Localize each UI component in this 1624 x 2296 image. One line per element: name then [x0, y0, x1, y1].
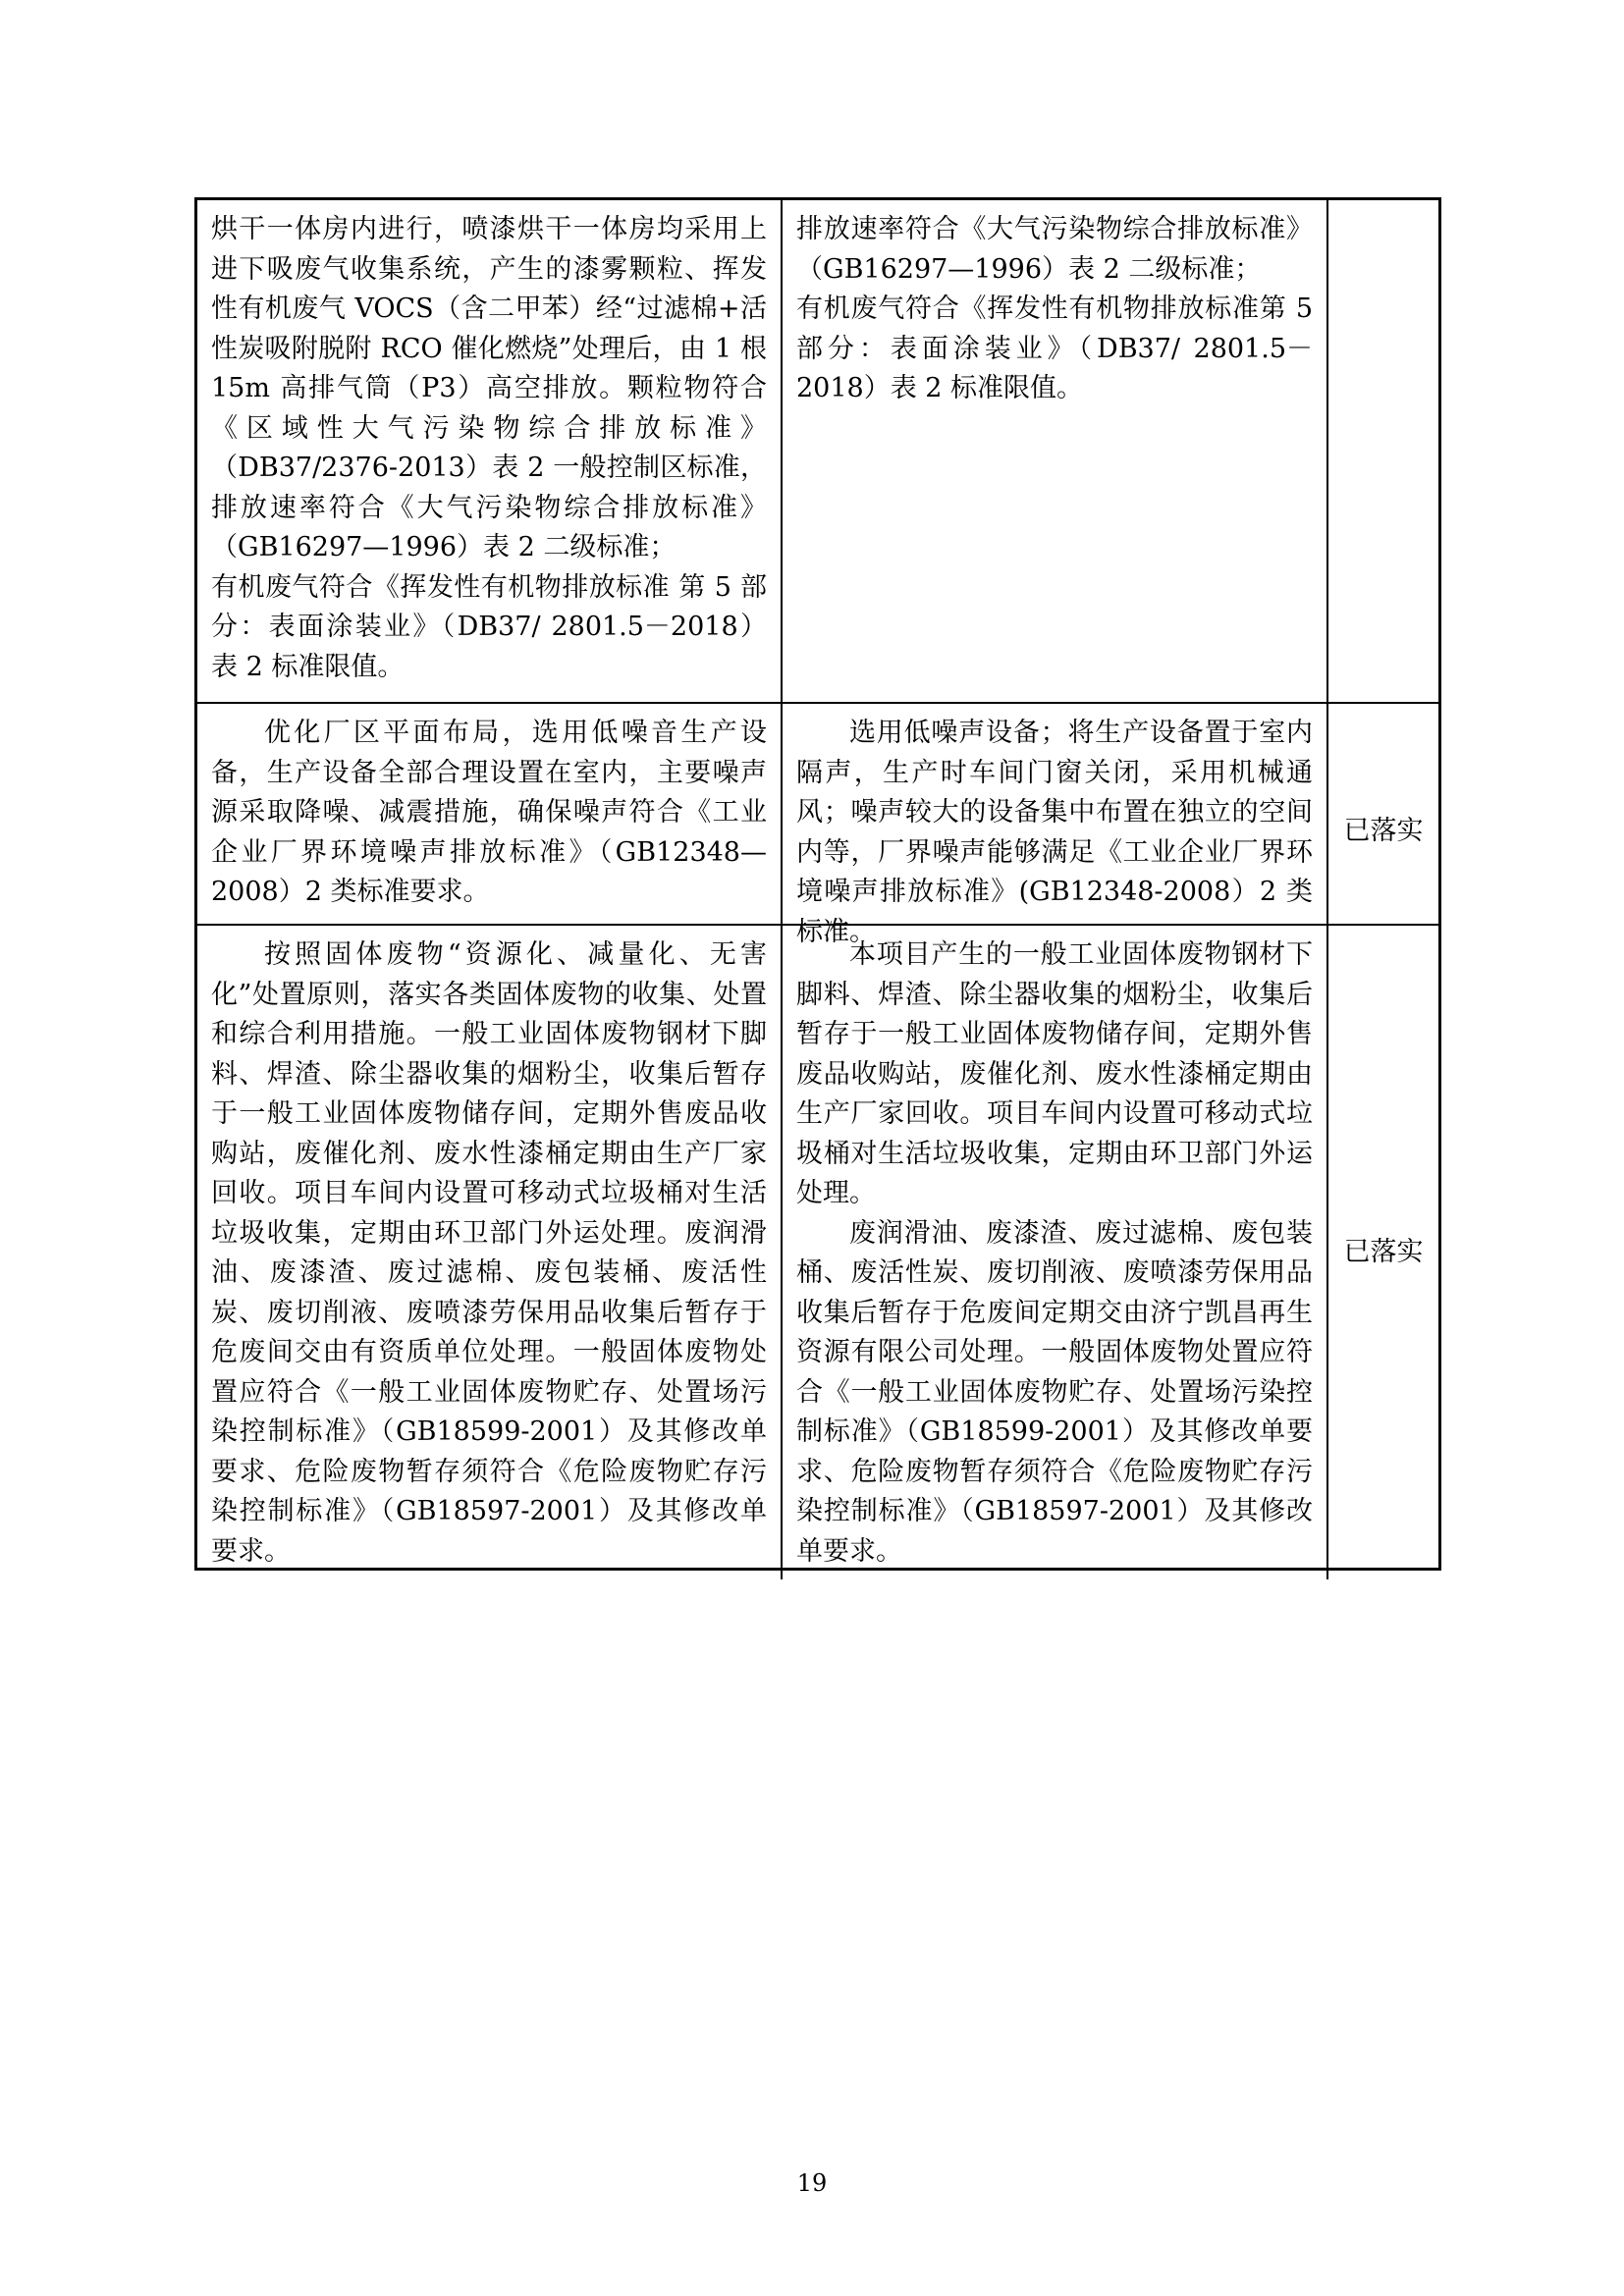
paragraph: 有机废气符合《挥发性有机物排放标准第 5 部分：表面涂装业》（DB37/ 2801.5－2018）表 2 标准限值。: [796, 294, 1313, 403]
paragraph: 按照固体废物“资源化、减量化、无害化”处置原则，落实各类固体废物的收集、处置和综合利用措施。一般工业固体废物钢材下脚料、焊渣、除尘器收集的烟粉尘，收集后暂存于一般工业固体废物储存间，定期外售废品收购站，废催化剂、废水性漆桶定期由生产厂家回收。项目车间内设置可移动式垃圾桶对生活垃圾收集，定期由环卫部门外运处理。废润滑油、废漆渣、废过滤棉、废包装桶、废活性炭、废切削液、废喷漆劳保用品收集后暂存于危废间交由有资质单位处理。一般固体废物处置应符合《一般工业固体废物贮存、处置场污染控制标准》（GB18599-2001）及其修改单要求、危险废物暂存须符合《危险废物贮存污染控制标准》（GB18597-2001）及其修改单要求。: [211, 939, 767, 1567]
requirement-cell: [197, 926, 781, 1579]
paragraph: 烘干一体房内进行，喷漆烘干一体房均采用上进下吸废气收集系统，产生的漆雾颗粒、挥发性有机废气 VOCS（含二甲苯）经“过滤棉+活性炭吸附脱附 RCO 催化燃烧”处理后，由 1 根 15m 高排气筒（P3）高空排放。颗粒物符合《区域性大气污染物综合排放标准》（DB37/2376-2013）表 2 一般控制区标准，排放速率符合《大气污染物综合排放标准》（GB16297—1996）表 2 二级标准；: [211, 214, 767, 562]
paragraph: 优化厂区平面布局，选用低噪音生产设备，生产设备全部合理设置在室内，主要噪声源采取降噪、减震措施，确保噪声符合《工业企业厂界环境噪声排放标准》（GB12348—2008）2 类标准要求。: [211, 718, 767, 907]
implementation-cell: [781, 704, 1326, 960]
requirement-cell: [197, 704, 781, 960]
status-cell: [1326, 704, 1438, 960]
paragraph: 选用低噪声设备；将生产设备置于室内隔声，生产时车间门窗关闭，采用机械通风；噪声较大的设备集中布置在独立的空间内等，厂界噪声能够满足《工业企业厂界环境噪声排放标准》(GB12348-2008）2 类标准。: [796, 718, 1313, 947]
paragraph: 有机废气符合《挥发性有机物排放标准 第 5 部分：表面涂装业》（DB37/ 2801.5－2018）表 2 标准限值。: [211, 571, 767, 682]
paragraph: 废润滑油、废漆渣、废过滤棉、废包装桶、废活性炭、废切削液、废喷漆劳保用品收集后暂存于危废间定期交由济宁凯昌再生资源有限公司处理。一般固体废物处置应符合《一般工业固体废物贮存、处置场污染控制标准》（GB18599-2001）及其修改单要求、危险废物暂存须符合《危险废物贮存污染控制标准》（GB18597-2001）及其修改单要求。: [796, 1217, 1313, 1567]
paragraph: 本项目产生的一般工业固体废物钢材下脚料、焊渣、除尘器收集的烟粉尘，收集后暂存于一般工业固体废物储存间，定期外售废品收购站，废催化剂、废水性漆桶定期由生产厂家回收。项目车间内设置可移动式垃圾桶对生活垃圾收集，定期由环卫部门外运处理。: [796, 939, 1313, 1208]
status-text: 已落实: [1343, 816, 1424, 847]
table-row: [197, 200, 1438, 702]
status-cell: [1326, 926, 1438, 1579]
implementation-cell: [781, 200, 1326, 702]
page-number: 19: [796, 2169, 828, 2197]
paragraph: 排放速率符合《大气污染物综合排放标准》（GB16297—1996）表 2 二级标准；: [796, 214, 1313, 285]
status-cell: [1326, 200, 1438, 702]
status-text: 已落实: [1343, 1236, 1424, 1267]
requirement-cell: [197, 200, 781, 702]
table-row: [197, 924, 1438, 1568]
comparison-table: [194, 197, 1441, 1571]
table-row: [197, 702, 1438, 947]
implementation-cell: [781, 926, 1326, 1579]
